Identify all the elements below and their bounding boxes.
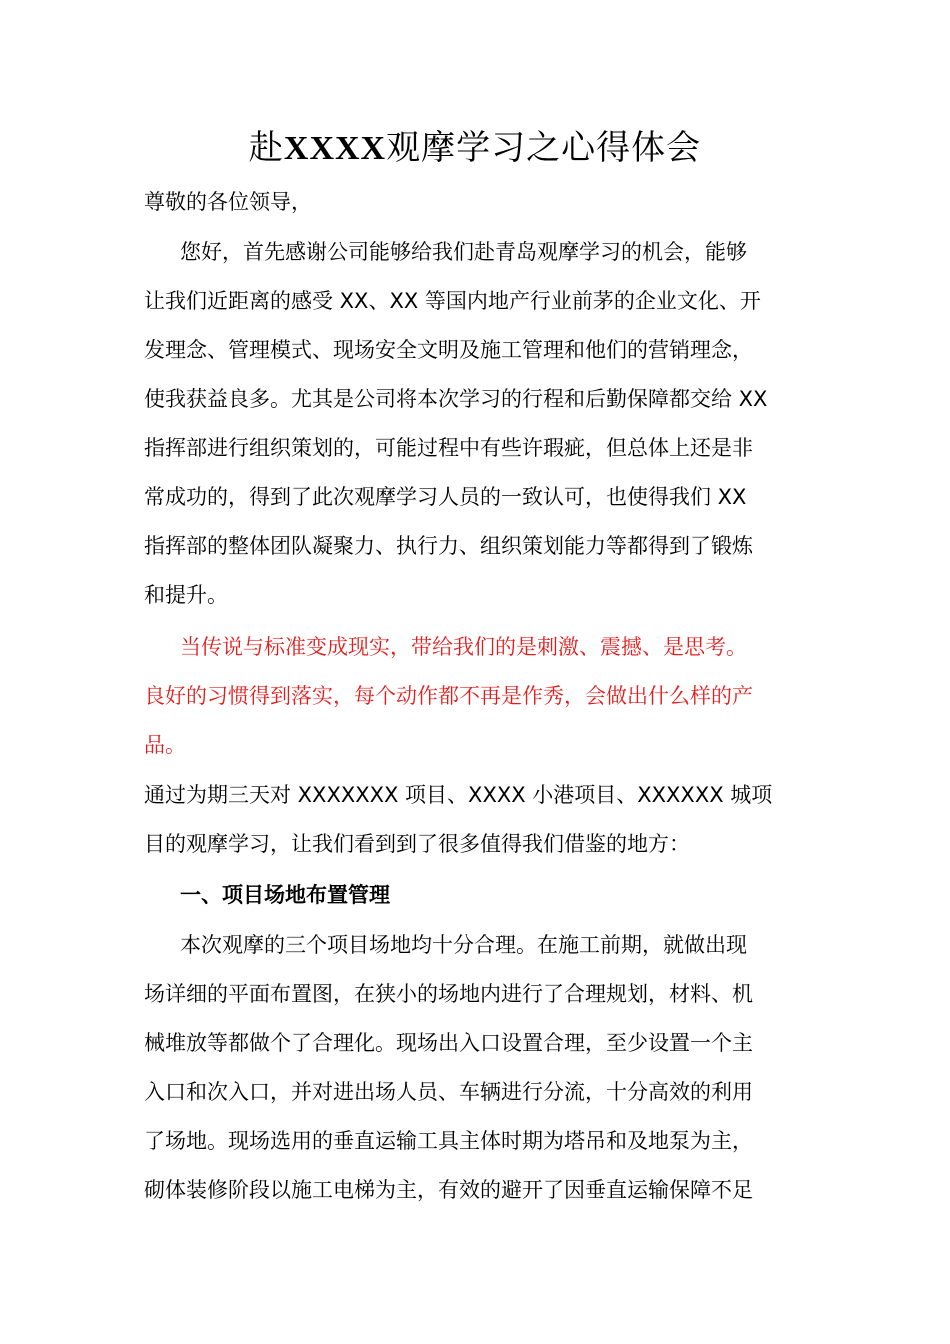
section-heading: 一、项目场地布置管理 bbox=[180, 883, 390, 907]
title-suffix: 观摩学习之心得体会 bbox=[386, 128, 702, 168]
paragraph-line: 发理念、管理模式、现场安全文明及施工管理和他们的营销理念， bbox=[144, 338, 753, 362]
document-title bbox=[0, 124, 950, 173]
paragraph-line: 指挥部进行组织策划的，可能过程中有些许瑕疵，但总体上还是非 bbox=[144, 436, 753, 460]
paragraph-line: 让我们近距离的感受 XX、XX 等国内地产行业前茅的企业文化、开 bbox=[144, 289, 761, 313]
paragraph-line: 和提升。 bbox=[144, 583, 228, 607]
title-latin: XXXX bbox=[283, 130, 387, 167]
paragraph-line: 本次观摩的三个项目场地均十分合理。在施工前期，就做出现 bbox=[180, 933, 747, 957]
highlight-line: 良好的习惯得到落实，每个动作都不再是作秀，会做出什么样的产 bbox=[144, 684, 753, 708]
title-prefix: 赴 bbox=[248, 128, 284, 168]
highlight-line: 品。 bbox=[144, 733, 186, 757]
paragraph-line: 械堆放等都做个了合理化。现场出入口设置合理，至少设置一个主 bbox=[144, 1031, 753, 1055]
paragraph-line: 常成功的，得到了此次观摩学习人员的一致认可，也使得我们 XX bbox=[144, 485, 747, 509]
paragraph-line: 目的观摩学习，让我们看到到了很多值得我们借鉴的地方： bbox=[144, 832, 690, 856]
paragraph-line: 您好，首先感谢公司能够给我们赴青岛观摩学习的机会，能够 bbox=[180, 240, 747, 264]
paragraph-line: 了场地。现场选用的垂直运输工具主体时期为塔吊和及地泵为主， bbox=[144, 1129, 753, 1153]
highlight-line: 当传说与标准变成现实，带给我们的是刺激、震撼、是思考。 bbox=[180, 635, 747, 659]
paragraph-line: 入口和次入口，并对进出场人员、车辆进行分流，十分高效的利用 bbox=[144, 1080, 753, 1104]
paragraph-line: 使我获益良多。尤其是公司将本次学习的行程和后勤保障都交给 XX bbox=[144, 387, 768, 411]
salutation: 尊敬的各位领导， bbox=[144, 190, 312, 214]
paragraph-line: 场详细的平面布置图，在狭小的场地内进行了合理规划，材料、机 bbox=[144, 982, 753, 1006]
paragraph-line: 通过为期三天对 XXXXXXX 项目、XXXX 小港项目、XXXXXX 城项 bbox=[144, 783, 773, 807]
paragraph-line: 砌体装修阶段以施工电梯为主，有效的避开了因垂直运输保障不足 bbox=[144, 1178, 753, 1202]
paragraph-line: 指挥部的整体团队凝聚力、执行力、组织策划能力等都得到了锻炼 bbox=[144, 534, 753, 558]
